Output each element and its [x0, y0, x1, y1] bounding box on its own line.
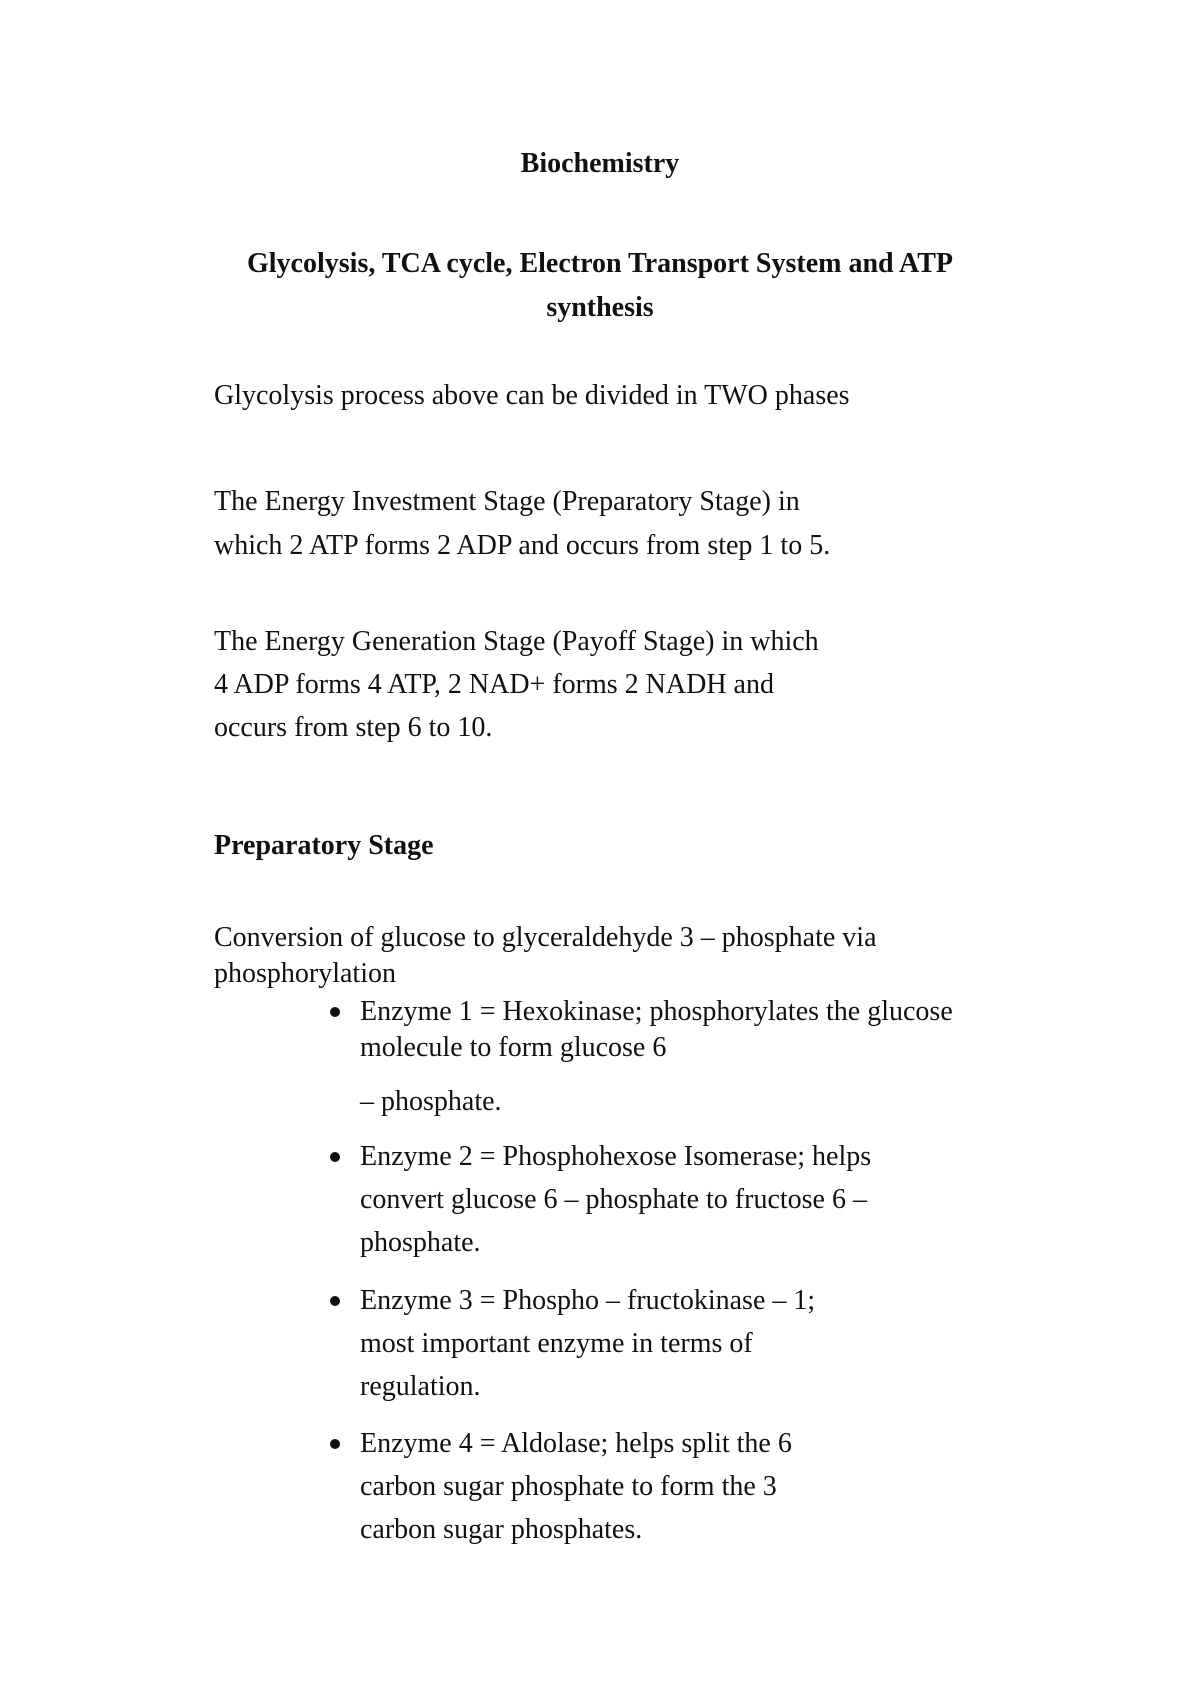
bullet-icon	[330, 1439, 340, 1449]
paragraph-line: The Energy Generation Stage (Payoff Stage) in which	[214, 626, 819, 657]
list-item-line: convert glucose 6 – phosphate to fructose 6 –	[360, 1184, 867, 1215]
paragraph-line: The Energy Investment Stage (Preparatory Stage) in	[214, 486, 800, 517]
section-heading: Preparatory Stage	[214, 830, 434, 861]
list-item-line: regulation.	[360, 1371, 481, 1402]
paragraph-line: phosphorylation	[214, 958, 396, 989]
list-item-line: most important enzyme in terms of	[360, 1328, 753, 1359]
bullet-icon	[330, 1152, 340, 1162]
subtitle-line: Glycolysis, TCA cycle, Electron Transport System and ATP	[247, 248, 953, 279]
subtitle-line: synthesis	[546, 292, 654, 323]
page-title: Biochemistry	[520, 148, 680, 179]
bullet-icon	[330, 1007, 340, 1017]
paragraph-line: Conversion of glucose to glyceraldehyde 3 – phosphate via	[214, 922, 877, 953]
list-item-line: carbon sugar phosphates.	[360, 1514, 643, 1545]
paragraph-line: occurs from step 6 to 10.	[214, 712, 493, 743]
list-item-line: molecule to form glucose 6	[360, 1032, 667, 1063]
paragraph-line: 4 ADP forms 4 ATP, 2 NAD+ forms 2 NADH and	[214, 669, 774, 700]
list-item-line: phosphate.	[360, 1227, 481, 1258]
list-item-line: carbon sugar phosphate to form the 3	[360, 1471, 777, 1502]
list-item-line: Enzyme 4 = Aldolase; helps split the 6	[360, 1428, 792, 1459]
paragraph-line: which 2 ATP forms 2 ADP and occurs from step 1 to 5.	[214, 530, 831, 561]
list-item-line: Enzyme 1 = Hexokinase; phosphorylates the glucose	[360, 996, 953, 1027]
bullet-icon	[330, 1296, 340, 1306]
list-item-line: Enzyme 3 = Phospho – fructokinase – 1;	[360, 1285, 816, 1316]
intro-paragraph: Glycolysis process above can be divided in TWO phases	[214, 380, 850, 411]
list-item-line: Enzyme 2 = Phosphohexose Isomerase; helps	[360, 1141, 872, 1172]
list-item-line: – phosphate.	[360, 1086, 502, 1117]
